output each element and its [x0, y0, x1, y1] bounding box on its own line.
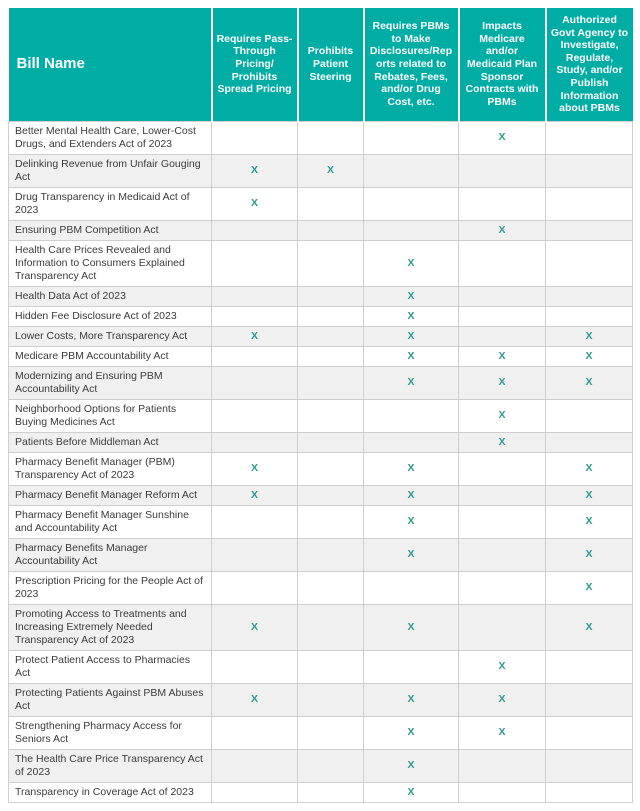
empty-mark-cell — [212, 220, 298, 240]
x-mark-cell: X — [546, 366, 633, 399]
column-header-govt-agency: Authorized Govt Agency to Investigate, Regulate, Study, and/or Publish Information about PBMs — [546, 8, 633, 121]
empty-mark-cell — [212, 240, 298, 286]
empty-mark-cell — [298, 782, 364, 802]
empty-mark-cell — [459, 240, 546, 286]
empty-mark-cell — [546, 220, 633, 240]
table-body — [9, 121, 633, 802]
empty-mark-cell — [459, 782, 546, 802]
table-row — [9, 604, 633, 650]
empty-mark-cell — [212, 399, 298, 432]
table-row — [9, 452, 633, 485]
x-mark-cell: X — [298, 154, 364, 187]
empty-mark-cell — [459, 538, 546, 571]
empty-mark-cell — [459, 749, 546, 782]
x-mark-cell: X — [212, 326, 298, 346]
empty-mark-cell — [546, 782, 633, 802]
x-mark-cell: X — [459, 346, 546, 366]
bill-name-cell: Hidden Fee Disclosure Act of 2023 — [9, 306, 212, 326]
x-mark-cell: X — [546, 346, 633, 366]
empty-mark-cell — [212, 432, 298, 452]
bill-name-cell: Protecting Patients Against PBM Abuses Act — [9, 683, 212, 716]
x-mark-cell: X — [212, 187, 298, 220]
empty-mark-cell — [298, 286, 364, 306]
empty-mark-cell — [298, 366, 364, 399]
x-mark-cell: X — [364, 604, 459, 650]
table-row — [9, 485, 633, 505]
bill-name-cell: Pharmacy Benefit Manager (PBM) Transparency Act of 2023 — [9, 452, 212, 485]
empty-mark-cell — [212, 650, 298, 683]
table-row — [9, 505, 633, 538]
empty-mark-cell — [212, 782, 298, 802]
pbm-bills-table — [8, 8, 633, 803]
empty-mark-cell — [212, 749, 298, 782]
column-header-disclosures: Requires PBMs to Make Disclosures/Reports related to Rebates, Fees, and/or Drug Cost, etc. — [364, 8, 459, 121]
empty-mark-cell — [298, 240, 364, 286]
bill-name-cell: Modernizing and Ensuring PBM Accountability Act — [9, 366, 212, 399]
x-mark-cell: X — [546, 485, 633, 505]
x-mark-cell: X — [364, 538, 459, 571]
bill-name-cell: Health Data Act of 2023 — [9, 286, 212, 306]
bill-name-cell: Health Care Prices Revealed and Information to Consumers Explained Transparency Act — [9, 240, 212, 286]
x-mark-cell: X — [546, 326, 633, 346]
bill-name-cell: Patients Before Middleman Act — [9, 432, 212, 452]
table-row — [9, 121, 633, 154]
column-header-medicare-medicaid: Impacts Medicare and/or Medicaid Plan Sponsor Contracts with PBMs — [459, 8, 546, 121]
x-mark-cell: X — [459, 399, 546, 432]
empty-mark-cell — [546, 240, 633, 286]
empty-mark-cell — [212, 505, 298, 538]
empty-mark-cell — [546, 306, 633, 326]
column-header-bill-name: Bill Name — [9, 8, 212, 121]
table-row — [9, 346, 633, 366]
empty-mark-cell — [298, 604, 364, 650]
table-row — [9, 716, 633, 749]
empty-mark-cell — [364, 121, 459, 154]
table-row — [9, 571, 633, 604]
x-mark-cell: X — [364, 485, 459, 505]
empty-mark-cell — [364, 187, 459, 220]
table-row — [9, 306, 633, 326]
empty-mark-cell — [298, 399, 364, 432]
empty-mark-cell — [298, 121, 364, 154]
empty-mark-cell — [546, 650, 633, 683]
empty-mark-cell — [298, 749, 364, 782]
x-mark-cell: X — [212, 683, 298, 716]
empty-mark-cell — [364, 399, 459, 432]
empty-mark-cell — [459, 306, 546, 326]
table-row — [9, 749, 633, 782]
x-mark-cell: X — [459, 366, 546, 399]
empty-mark-cell — [298, 452, 364, 485]
empty-mark-cell — [298, 505, 364, 538]
bill-name-cell: Prescription Pricing for the People Act of 2023 — [9, 571, 212, 604]
table-header-row — [9, 8, 633, 121]
empty-mark-cell — [212, 306, 298, 326]
x-mark-cell: X — [546, 505, 633, 538]
bill-name-cell: Better Mental Health Care, Lower-Cost Drugs, and Extenders Act of 2023 — [9, 121, 212, 154]
empty-mark-cell — [364, 432, 459, 452]
bill-name-cell: Delinking Revenue from Unfair Gouging Act — [9, 154, 212, 187]
empty-mark-cell — [364, 650, 459, 683]
x-mark-cell: X — [546, 538, 633, 571]
table-row — [9, 240, 633, 286]
empty-mark-cell — [298, 346, 364, 366]
x-mark-cell: X — [459, 121, 546, 154]
empty-mark-cell — [298, 432, 364, 452]
x-mark-cell: X — [364, 749, 459, 782]
x-mark-cell: X — [459, 220, 546, 240]
x-mark-cell: X — [459, 432, 546, 452]
empty-mark-cell — [546, 716, 633, 749]
bill-name-cell: Pharmacy Benefit Manager Sunshine and Accountability Act — [9, 505, 212, 538]
empty-mark-cell — [546, 683, 633, 716]
x-mark-cell: X — [364, 346, 459, 366]
table-row — [9, 399, 633, 432]
table-row — [9, 538, 633, 571]
x-mark-cell: X — [212, 604, 298, 650]
empty-mark-cell — [298, 187, 364, 220]
empty-mark-cell — [298, 650, 364, 683]
empty-mark-cell — [298, 306, 364, 326]
x-mark-cell: X — [364, 326, 459, 346]
empty-mark-cell — [459, 154, 546, 187]
table-row — [9, 432, 633, 452]
empty-mark-cell — [546, 399, 633, 432]
empty-mark-cell — [298, 538, 364, 571]
x-mark-cell: X — [364, 366, 459, 399]
empty-mark-cell — [546, 432, 633, 452]
empty-mark-cell — [298, 220, 364, 240]
empty-mark-cell — [298, 683, 364, 716]
empty-mark-cell — [212, 366, 298, 399]
empty-mark-cell — [459, 571, 546, 604]
empty-mark-cell — [364, 220, 459, 240]
empty-mark-cell — [459, 505, 546, 538]
bill-name-cell: Pharmacy Benefit Manager Reform Act — [9, 485, 212, 505]
empty-mark-cell — [459, 485, 546, 505]
empty-mark-cell — [298, 571, 364, 604]
empty-mark-cell — [546, 121, 633, 154]
x-mark-cell: X — [364, 286, 459, 306]
table-row — [9, 187, 633, 220]
bill-name-cell: Medicare PBM Accountability Act — [9, 346, 212, 366]
x-mark-cell: X — [364, 306, 459, 326]
x-mark-cell: X — [459, 683, 546, 716]
empty-mark-cell — [546, 749, 633, 782]
empty-mark-cell — [546, 187, 633, 220]
bill-name-cell: Neighborhood Options for Patients Buying Medicines Act — [9, 399, 212, 432]
empty-mark-cell — [212, 346, 298, 366]
empty-mark-cell — [459, 604, 546, 650]
empty-mark-cell — [212, 286, 298, 306]
x-mark-cell: X — [364, 452, 459, 485]
x-mark-cell: X — [364, 683, 459, 716]
empty-mark-cell — [212, 121, 298, 154]
empty-mark-cell — [212, 571, 298, 604]
bill-name-cell: Drug Transparency in Medicaid Act of 2023 — [9, 187, 212, 220]
bill-name-cell: Lower Costs, More Transparency Act — [9, 326, 212, 346]
x-mark-cell: X — [546, 604, 633, 650]
x-mark-cell: X — [364, 716, 459, 749]
empty-mark-cell — [459, 452, 546, 485]
table-row — [9, 220, 633, 240]
x-mark-cell: X — [459, 650, 546, 683]
table-row — [9, 286, 633, 306]
table-row — [9, 650, 633, 683]
x-mark-cell: X — [364, 240, 459, 286]
table-row — [9, 683, 633, 716]
empty-mark-cell — [212, 538, 298, 571]
bill-name-cell: Strengthening Pharmacy Access for Seniors Act — [9, 716, 212, 749]
empty-mark-cell — [459, 187, 546, 220]
x-mark-cell: X — [546, 452, 633, 485]
x-mark-cell: X — [212, 452, 298, 485]
x-mark-cell: X — [212, 154, 298, 187]
x-mark-cell: X — [364, 505, 459, 538]
empty-mark-cell — [459, 326, 546, 346]
bill-name-cell: The Health Care Price Transparency Act of 2023 — [9, 749, 212, 782]
empty-mark-cell — [546, 154, 633, 187]
table-row — [9, 366, 633, 399]
x-mark-cell: X — [212, 485, 298, 505]
table-row — [9, 154, 633, 187]
table-row — [9, 326, 633, 346]
bill-name-cell: Transparency in Coverage Act of 2023 — [9, 782, 212, 802]
empty-mark-cell — [298, 326, 364, 346]
empty-mark-cell — [298, 716, 364, 749]
empty-mark-cell — [212, 716, 298, 749]
empty-mark-cell — [298, 485, 364, 505]
bill-name-cell: Protect Patient Access to Pharmacies Act — [9, 650, 212, 683]
empty-mark-cell — [459, 286, 546, 306]
column-header-patient-steering: Prohibits Patient Steering — [298, 8, 364, 121]
table-row — [9, 782, 633, 802]
bill-name-cell: Promoting Access to Treatments and Increasing Extremely Needed Transparency Act of 2023 — [9, 604, 212, 650]
empty-mark-cell — [546, 286, 633, 306]
empty-mark-cell — [364, 154, 459, 187]
bill-name-cell: Pharmacy Benefits Manager Accountability Act — [9, 538, 212, 571]
x-mark-cell: X — [459, 716, 546, 749]
empty-mark-cell — [364, 571, 459, 604]
x-mark-cell: X — [364, 782, 459, 802]
bill-name-cell: Ensuring PBM Competition Act — [9, 220, 212, 240]
column-header-pass-through-pricing: Requires Pass-Through Pricing/ Prohibits Spread Pricing — [212, 8, 298, 121]
x-mark-cell: X — [546, 571, 633, 604]
